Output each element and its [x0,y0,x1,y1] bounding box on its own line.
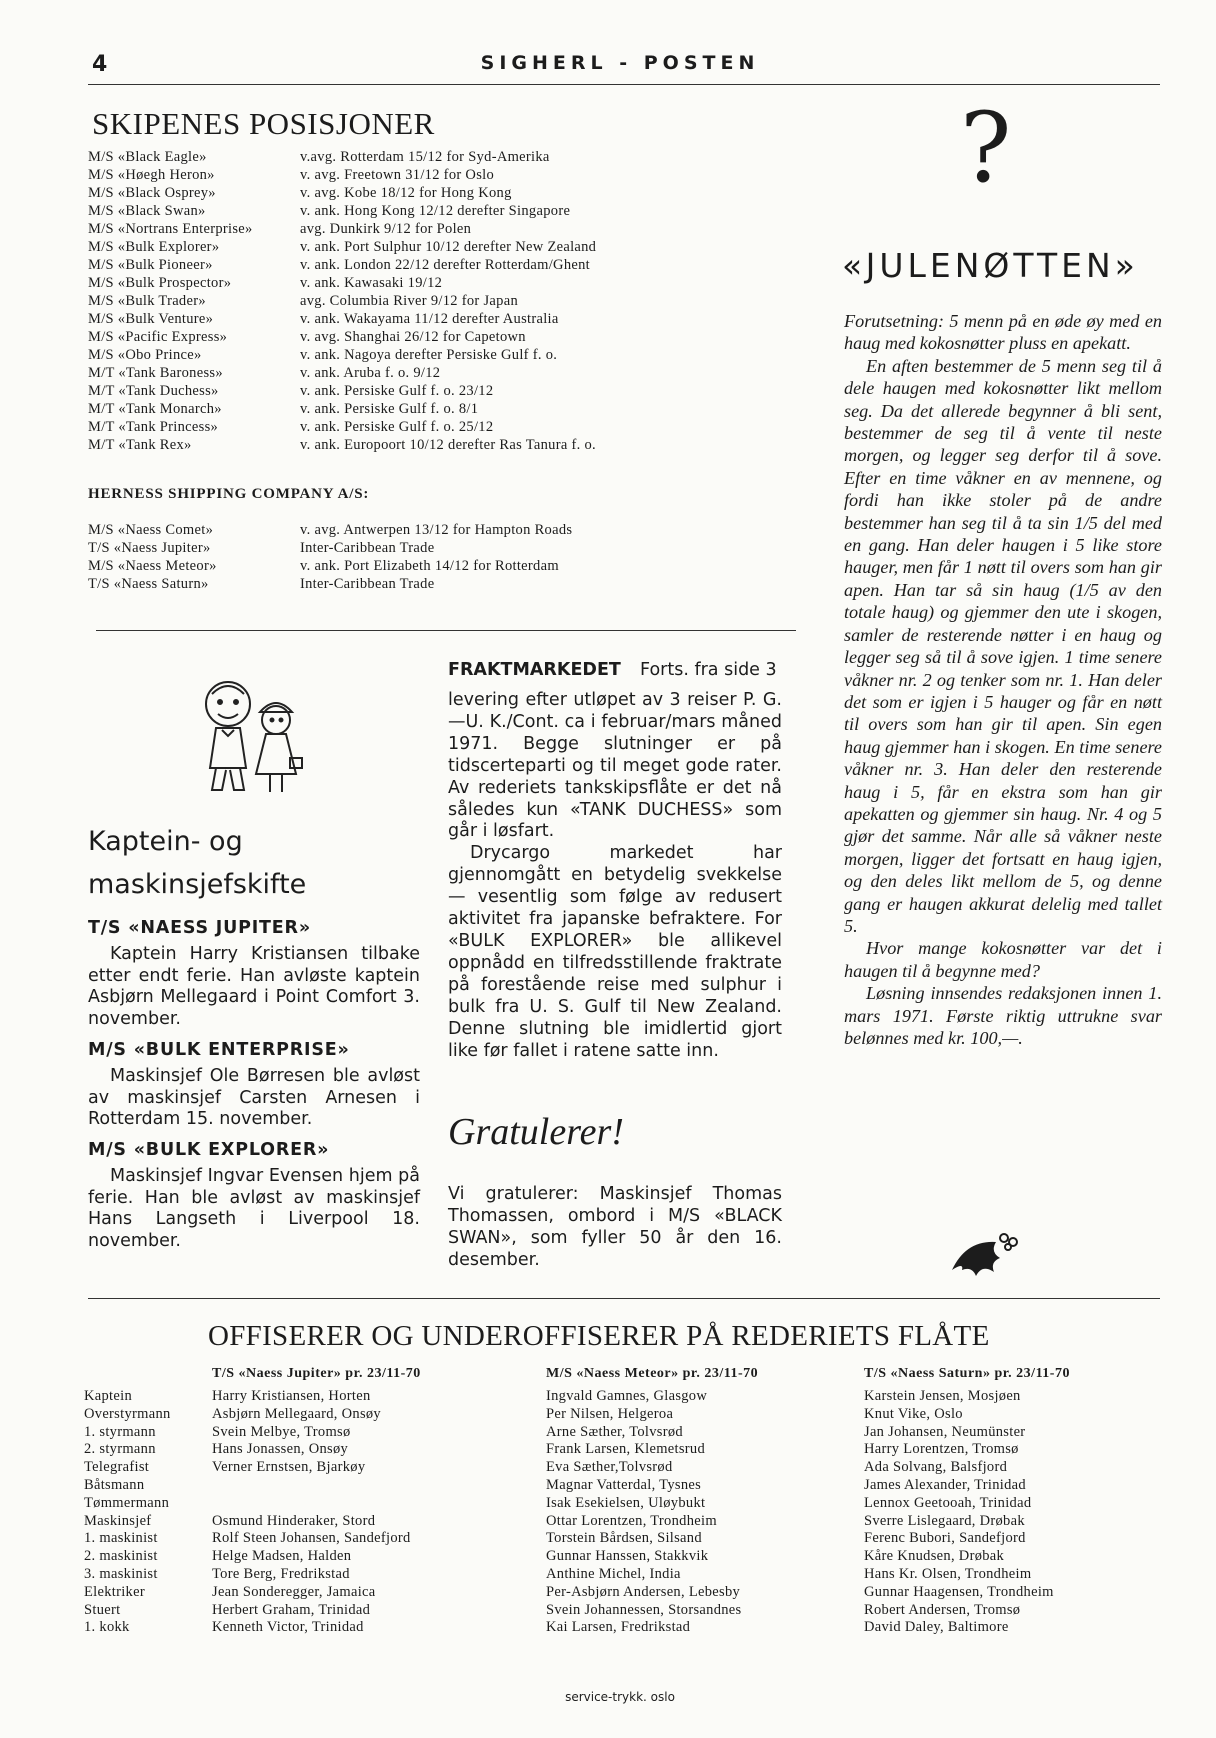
officer-name: Per Nilsen, Helgeroa [546,1405,674,1422]
masthead: SIGHERL - POSTEN [480,52,760,74]
kaptein-item-text [88,944,420,1030]
officer-rank: 3. maskinist [84,1565,158,1582]
kaptein-item-title: T/S «NAESS JUPITER» [88,918,311,938]
position-row [88,310,559,328]
officer-name: Kåre Knudsen, Drøbak [864,1548,1005,1565]
julenotten-paragraph: Forutsetning: 5 menn på en øde øy med en haug med kokosnøtter pluss en apekatt. [844,311,1162,354]
position-row [88,521,572,539]
ship-status: v. ank. London 22/12 derefter Rotterdam/Ghent [300,257,590,273]
header-rule [88,84,1160,85]
julenotten-paragraph: En aften bestemmer de 5 menn seg til å dele haugen med kokosnøtter likt mellom seg. Da det allerede begynner å bli sent, bestemmer de seg til å vente til neste morgen, og legger seg derfor til å sove. Efter en time våkner en av mennene, og fordi han ikke stoler på de andre bestemmer han seg til å ta sin 1/5 del med en gang. Han deler haugen i 5 like store hauger, men får 1 nøtt til overs som han gir apen. Han tar så sin haug (1/5 av den totale haug) og gjemmer den ute i skogen, samler de resterende nøtter i en haug og legger seg så til å sove igjen. 1 time senere våkner nr. 2 og tenker som nr. 1. Han deler det som er igjen i 5 hauger og får en nøtt til overs som han gir til apen. Sin egen haug gjemmer han i skogen. En time senere våkner nr. 3. Han deler den resterende haug i 5, får en ekstra som han gir apekatten og gjemmer sin haug. Nr. 4 og 5 gjør det samme. Når alle så våkner neste morgen, ligger det fortsatt en haug igjen, og den deles likt mellom de 5, og denne gang er haugen akkurat delelig med tallet 5. [844,355,1162,936]
officer-name: Kai Larsen, Fredrikstad [546,1619,691,1636]
position-row [88,557,559,575]
ship-status: v. ank. Kawasaki 19/12 [300,275,443,291]
ship-name: M/S «Obo Prince» [88,347,202,363]
officer-name: Ferenc Bubori, Sandefjord [864,1530,1026,1547]
officer-name: Torstein Bårdsen, Silsand [546,1530,702,1547]
officer-rank: Overstyrmann [84,1405,171,1422]
fraktmarkedet-heading: FRAKTMARKEDET [448,660,621,680]
gratulerer-text: Vi gratulerer: Maskinsjef Thomas Thomassen, ombord i M/S «BLACK SWAN», som fyller 50 år den 16. desember. [448,1184,782,1270]
ship-status: v. ank. Wakayama 11/12 derefter Australia [300,311,559,327]
officer-name: David Daley, Baltimore [864,1619,1009,1636]
ship-status: avg. Dunkirk 9/12 for Polen [300,221,472,237]
officer-name: Hans Jonassen, Onsøy [212,1441,349,1458]
officer-rank: 1. styrmann [84,1423,156,1440]
officer-rank: 1. kokk [84,1619,130,1636]
kaptein-item-text-content: Maskinsjef Ole Børresen ble avløst av maskinsjef Carsten Arnesen i Rotterdam 15. november. [88,1066,420,1129]
officers-ranks-column [84,1388,171,1637]
officers-column-title: M/S «Naess Meteor» pr. 23/11-70 [546,1366,759,1381]
ship-name: T/S «Naess Jupiter» [88,540,211,556]
ship-status: v. avg. Kobe 18/12 for Hong Kong [300,185,512,201]
kaptein-heading-line: maskinsjefskifte [88,869,307,900]
officer-name: Jean Sonderegger, Jamaica [212,1583,376,1600]
officer-rank: Stuert [84,1601,121,1618]
officer-rank: Telegrafist [84,1459,150,1476]
ship-status: Inter-Caribbean Trade [300,540,435,556]
holly-icon [946,1230,1026,1280]
officers-column-title: T/S «Naess Jupiter» pr. 23/11-70 [212,1366,421,1381]
position-row [88,256,590,274]
ship-status: v. ank. Hong Kong 12/12 derefter Singapore [300,203,571,219]
officer-rank: Maskinsjef [84,1512,152,1529]
ship-name: M/S «Black Swan» [88,203,206,219]
officer-name: Svein Melbye, Tromsø [212,1423,351,1440]
fraktmarkedet-body [448,690,782,1062]
officer-rank: 1. maskinist [84,1530,158,1547]
ship-name: M/S «Black Eagle» [88,149,207,165]
officer-name: Anthine Michel, India [546,1565,681,1582]
officer-name: Helge Madsen, Halden [212,1548,352,1565]
officer-name: Verner Ernstsen, Bjarkøy [212,1459,366,1476]
officer-name: Harry Lorentzen, Tromsø [864,1441,1019,1458]
officers-column-title: T/S «Naess Saturn» pr. 23/11-70 [864,1366,1070,1381]
officer-name: Ottar Lorentzen, Trondheim [546,1512,717,1529]
officers-top-rule [88,1298,1160,1299]
officer-name: Magnar Vatterdal, Tysnes [546,1476,702,1493]
officer-name: Knut Vike, Oslo [864,1405,963,1422]
section-rule [96,630,796,631]
officer-name: Gunnar Hanssen, Stakkvik [546,1548,709,1565]
position-row [88,274,442,292]
officer-name: Frank Larsen, Klemetsrud [546,1441,706,1458]
ship-status: v. ank. Port Sulphur 10/12 derefter New Zealand [300,239,597,255]
ship-name: M/T «Tank Baroness» [88,365,223,381]
fraktmarkedet-continued: Forts. fra side 3 [640,660,777,680]
officer-name: Hans Kr. Olsen, Trondheim [864,1565,1032,1582]
ship-name: M/S «Bulk Trader» [88,293,206,309]
fraktmarkedet-paragraph: levering efter utløpet av 3 reiser P. G.—U. K./Cont. ca i februar/mars måned 1971. Begge slutninger er på tidscerteparti og til meget gode rater. Av rederiets tankskipsflåte er det nå således kun «TANK DUCHESS» som går i løsfart. [448,690,782,842]
julenotten-paragraph: Hvor mange kokosnøtter var det i haugen til å begynne med? [844,938,1162,981]
ship-name: M/T «Tank Duchess» [88,383,219,399]
ship-status: avg. Columbia River 9/12 for Japan [300,293,518,309]
ship-status: Inter-Caribbean Trade [300,576,435,592]
kaptein-heading-line: Kaptein- og [88,826,243,857]
officer-name: Rolf Steen Johansen, Sandefjord [212,1530,411,1547]
ship-status: v. ank. Persiske Gulf f. o. 25/12 [300,419,494,435]
ship-name: M/T «Tank Rex» [88,437,192,453]
gratulerer-script: Gratulerer! [448,1111,624,1153]
ship-status: v. ank. Persiske Gulf f. o. 23/12 [300,383,494,399]
ship-name: M/S «Bulk Prospector» [88,275,232,291]
officer-rank: 2. styrmann [84,1441,156,1458]
position-row [88,238,596,256]
ship-status: v. ank. Nagoya derefter Persiske Gulf f. o. [300,347,558,363]
ship-name: M/S «Naess Meteor» [88,558,217,574]
kaptein-item-text [88,1066,420,1131]
ship-name: M/T «Tank Princess» [88,419,219,435]
position-row [88,166,494,184]
kaptein-item-title: M/S «BULK EXPLORER» [88,1140,330,1160]
position-row [88,575,434,593]
ship-name: M/T «Tank Monarch» [88,401,222,417]
officers-names-column [546,1388,741,1637]
ship-name: M/S «Naess Comet» [88,522,214,538]
ship-name: M/S «Nortrans Enterprise» [88,221,253,237]
printer-footer: service-trykk. oslo [565,1690,675,1704]
officer-name: Herbert Graham, Trinidad [212,1601,371,1618]
ship-name: M/S «Bulk Venture» [88,311,214,327]
officer-name: Harry Kristiansen, Horten [212,1388,371,1404]
officer-name: Jan Johansen, Neumünster [864,1423,1026,1440]
ship-status: v. ank. Aruba f. o. 9/12 [300,365,441,381]
position-row [88,184,512,202]
officer-name: Robert Andersen, Tromsø [864,1601,1021,1618]
page-number: 4 [92,52,108,77]
position-row [88,400,478,418]
kaptein-item-text [88,1166,420,1252]
ship-name: M/S «Black Osprey» [88,185,216,201]
officer-name: Isak Esekielsen, Uløybukt [546,1494,706,1511]
officer-name: Per-Asbjørn Andersen, Lebesby [546,1583,741,1600]
position-row [88,148,550,166]
officer-rank: Tømmermann [84,1494,170,1511]
cartoon-couple-icon [190,672,310,802]
officer-name: Tore Berg, Fredrikstad [212,1565,350,1582]
officer-name: Kenneth Victor, Trinidad [212,1619,364,1636]
officer-rank: Kaptein [84,1388,133,1404]
ship-status: v. ank. Port Elizabeth 14/12 for Rotterdam [300,558,559,574]
julenotten-title: «JULENØTTEN» [842,246,1139,285]
ship-status: v. avg. Shanghai 26/12 for Capetown [300,329,526,345]
officers-names-column [864,1388,1054,1637]
officer-name: Ingvald Gamnes, Glasgow [546,1388,708,1404]
position-row [88,436,596,454]
ship-name: T/S «Naess Saturn» [88,576,209,592]
officer-name: Lennox Geetooah, Trinidad [864,1494,1032,1511]
question-mark-icon: ? [960,92,1012,204]
fraktmarkedet-paragraph: Drycargo markedet har gjennomgått en betydelig svekkelse — vesentlig som følge av redusert aktivitet fra japanske befraktere. For «BULK EXPLORER» ble allikevel oppnådd en tilfredsstillende fraktrate på forestående reise med sulphur i bulk fra U. S. Gulf til New Zealand. Denne slutning ble imidlertid gjort like før fallet i ratene satte inn. [448,843,782,1061]
officer-name: Gunnar Haagensen, Trondheim [864,1583,1054,1600]
ship-status: v. ank. Europoort 10/12 derefter Ras Tanura f. o. [300,437,596,453]
position-row [88,382,493,400]
position-row [88,364,440,382]
ship-name: M/S «Pacific Express» [88,329,228,345]
officer-name: Svein Johannessen, Storsandnes [546,1601,742,1618]
officer-name: Eva Sæther,Tolvsrød [546,1459,673,1476]
position-row [88,328,526,346]
ship-status: v. avg. Antwerpen 13/12 for Hampton Roads [300,522,573,538]
ship-name: M/S «Høegh Heron» [88,167,215,183]
officer-name: Osmund Hinderaker, Stord [212,1512,376,1529]
ship-status: v.avg. Rotterdam 15/12 for Syd-Amerika [300,149,550,165]
officer-name: Sverre Lislegaard, Drøbak [864,1512,1025,1529]
position-row [88,346,557,364]
officer-name: Karstein Jensen, Mosjøen [864,1388,1021,1404]
ship-status: v. ank. Persiske Gulf f. o. 8/1 [300,401,479,417]
officer-name [212,1477,411,1495]
officer-name: Asbjørn Mellegaard, Onsøy [212,1405,381,1422]
ship-name: M/S «Bulk Pioneer» [88,257,213,273]
position-row [88,220,471,238]
julenotten-paragraph: Løsning innsendes redaksjonen innen 1. mars 1971. Første riktig uttrukne svar belønnes med kr. 100,—. [844,983,1162,1048]
ship-status: v. avg. Freetown 31/12 for Oslo [300,167,495,183]
position-row [88,202,570,220]
officers-names-column [212,1388,411,1637]
kaptein-item-text-content: Maskinsjef Ingvar Evensen hjem på ferie. Han ble avløst av maskinsjef Hans Langseth i Liverpool 18. november. [88,1166,420,1251]
position-row [88,292,518,310]
positions-heading: SKIPENES POSISJONER [92,106,435,141]
ship-name: M/S «Bulk Explorer» [88,239,220,255]
position-row [88,418,493,436]
officer-name: Arne Sæther, Tolvsrød [546,1423,683,1440]
kaptein-heading [88,820,306,906]
officers-heading: OFFISERER OG UNDEROFFISERER PÅ REDERIETS FLÅTE [208,1320,990,1352]
officer-name: James Alexander, Trinidad [864,1476,1026,1493]
officer-name [212,1495,411,1513]
herness-heading: HERNESS SHIPPING COMPANY A/S: [88,486,370,502]
officer-rank: Elektriker [84,1583,145,1600]
officer-name: Ada Solvang, Balsfjord [864,1459,1008,1476]
kaptein-item-text-content: Kaptein Harry Kristiansen tilbake etter endt ferie. Han avløste kaptein Asbjørn Mellegaard i Point Comfort 3. november. [88,944,420,1029]
officer-rank: Båtsmann [84,1476,145,1493]
kaptein-item-title: M/S «BULK ENTERPRISE» [88,1040,350,1060]
julenotten-body [844,310,1162,1049]
position-row [88,539,434,557]
officer-rank: 2. maskinist [84,1548,158,1565]
